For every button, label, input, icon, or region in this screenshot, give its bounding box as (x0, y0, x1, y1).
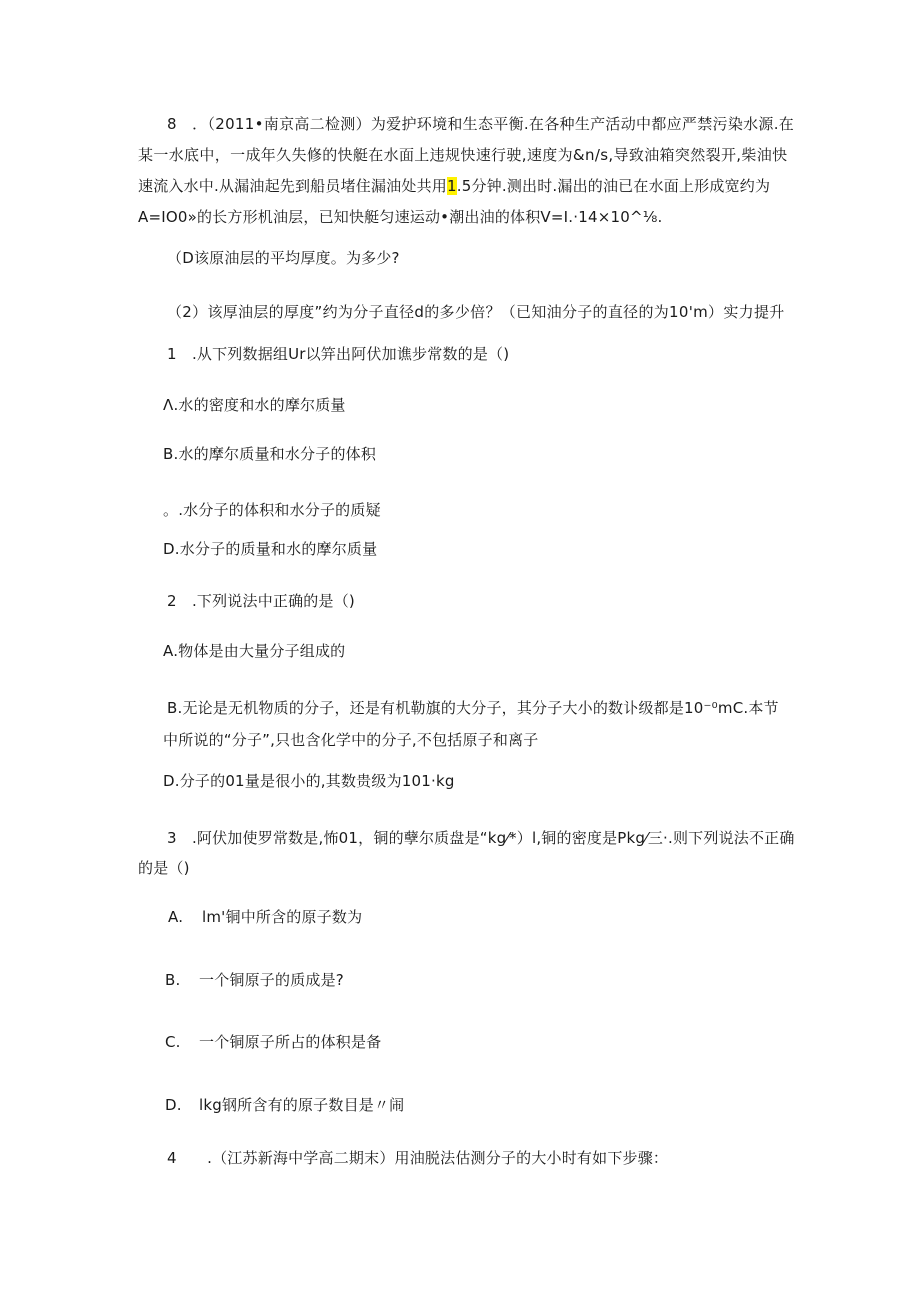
q2-option-d: D.分子的01量是很小的,其数贵级为101·kg (163, 772, 455, 790)
q2-option-b-line-2: 中所说的“分子”,只也含化学中的分子,不包括原子和离子 (163, 731, 539, 749)
q8-sub-question-2: （2）该厚油层的厚度”约为分子直径d的多少倍？（已知油分子的直径的为10'm）实力提升 (167, 303, 785, 321)
option-text: lm'铜中所含的原子数为 (202, 908, 363, 926)
q4-stem: 4 .（江苏新海中学高二期末）用油脱法估测分子的大小时有如下步骤： (167, 1149, 669, 1167)
q1-option-a: Λ.水的密度和水的摩尔质量 (163, 396, 346, 414)
q8-line-4: A=IO0»的长方形机油层，已知快艇匀速运动•潮出油的体积V=I.·14×10^⅛. (138, 208, 663, 226)
q2-option-b-line-1: B.无论是无机物质的分子，还是有机勒旗的大分子，其分子大小的数讣级都是10⁻⁰mC.本节 (167, 699, 779, 717)
q8-sub-question-1: （D该原油层的平均厚度。为多少? (167, 249, 400, 267)
option-letter: C. (165, 1033, 181, 1051)
q3-option-b (165, 969, 344, 991)
q2-option-a: A.物体是由大量分子组成的 (163, 642, 346, 660)
q2-stem: 2 .下列说法中正确的是（) (167, 592, 355, 610)
q3-option-a (168, 906, 362, 928)
option-letter: A. (168, 908, 184, 926)
option-letter: B. (165, 971, 181, 989)
q3-option-d (165, 1094, 404, 1116)
q1-option-d: D.水分子的质量和水的摩尔质量 (163, 540, 378, 558)
q1-option-b: B.水的摩尔质量和水分子的体积 (163, 445, 377, 463)
q3-option-c (165, 1031, 381, 1053)
q3-stem-line-1: 3 .阿伏加使罗常数是,怖01，铜的孽尔质盘是“kg⁄*）l,铜的密度是Pkg⁄三·.则下列说法不正确 (167, 829, 795, 847)
q8-line-3-start: 速流入水中.从漏油起先到船员堵住漏油处共用 (138, 177, 447, 195)
option-text: 一个铜原子的质成是? (199, 971, 344, 989)
highlighted-text: 1 (446, 177, 457, 195)
q8-line-3 (138, 175, 770, 197)
q8-line-3-end: .5分钟.测出时.漏出的油已在水面上形成宽约为 (456, 177, 771, 195)
q3-stem-line-2: 的是（) (138, 859, 190, 877)
q1-option-c: 。.水分子的体积和水分子的质疑 (163, 501, 381, 519)
q1-stem: 1 .从下列数据组Ur以笄出阿伏加谯步常数的是（) (167, 345, 510, 363)
q8-line-2: 某一水底中，一成年久失修的快艇在水面上违规快速行驶,速度为&n/s,导致油箱突然裂开,柴油快 (138, 146, 788, 164)
option-text: 一个铜原子所占的体积是备 (199, 1033, 382, 1051)
option-letter: D. (165, 1096, 182, 1114)
q8-line-1: 8 ．（2011•南京高二检测）为爱护环境和生态平衡.在各种生产活动中都应严禁污染水源.在 (167, 115, 795, 133)
option-text: lkg钢所含有的原子数目是〃闹 (199, 1096, 405, 1114)
